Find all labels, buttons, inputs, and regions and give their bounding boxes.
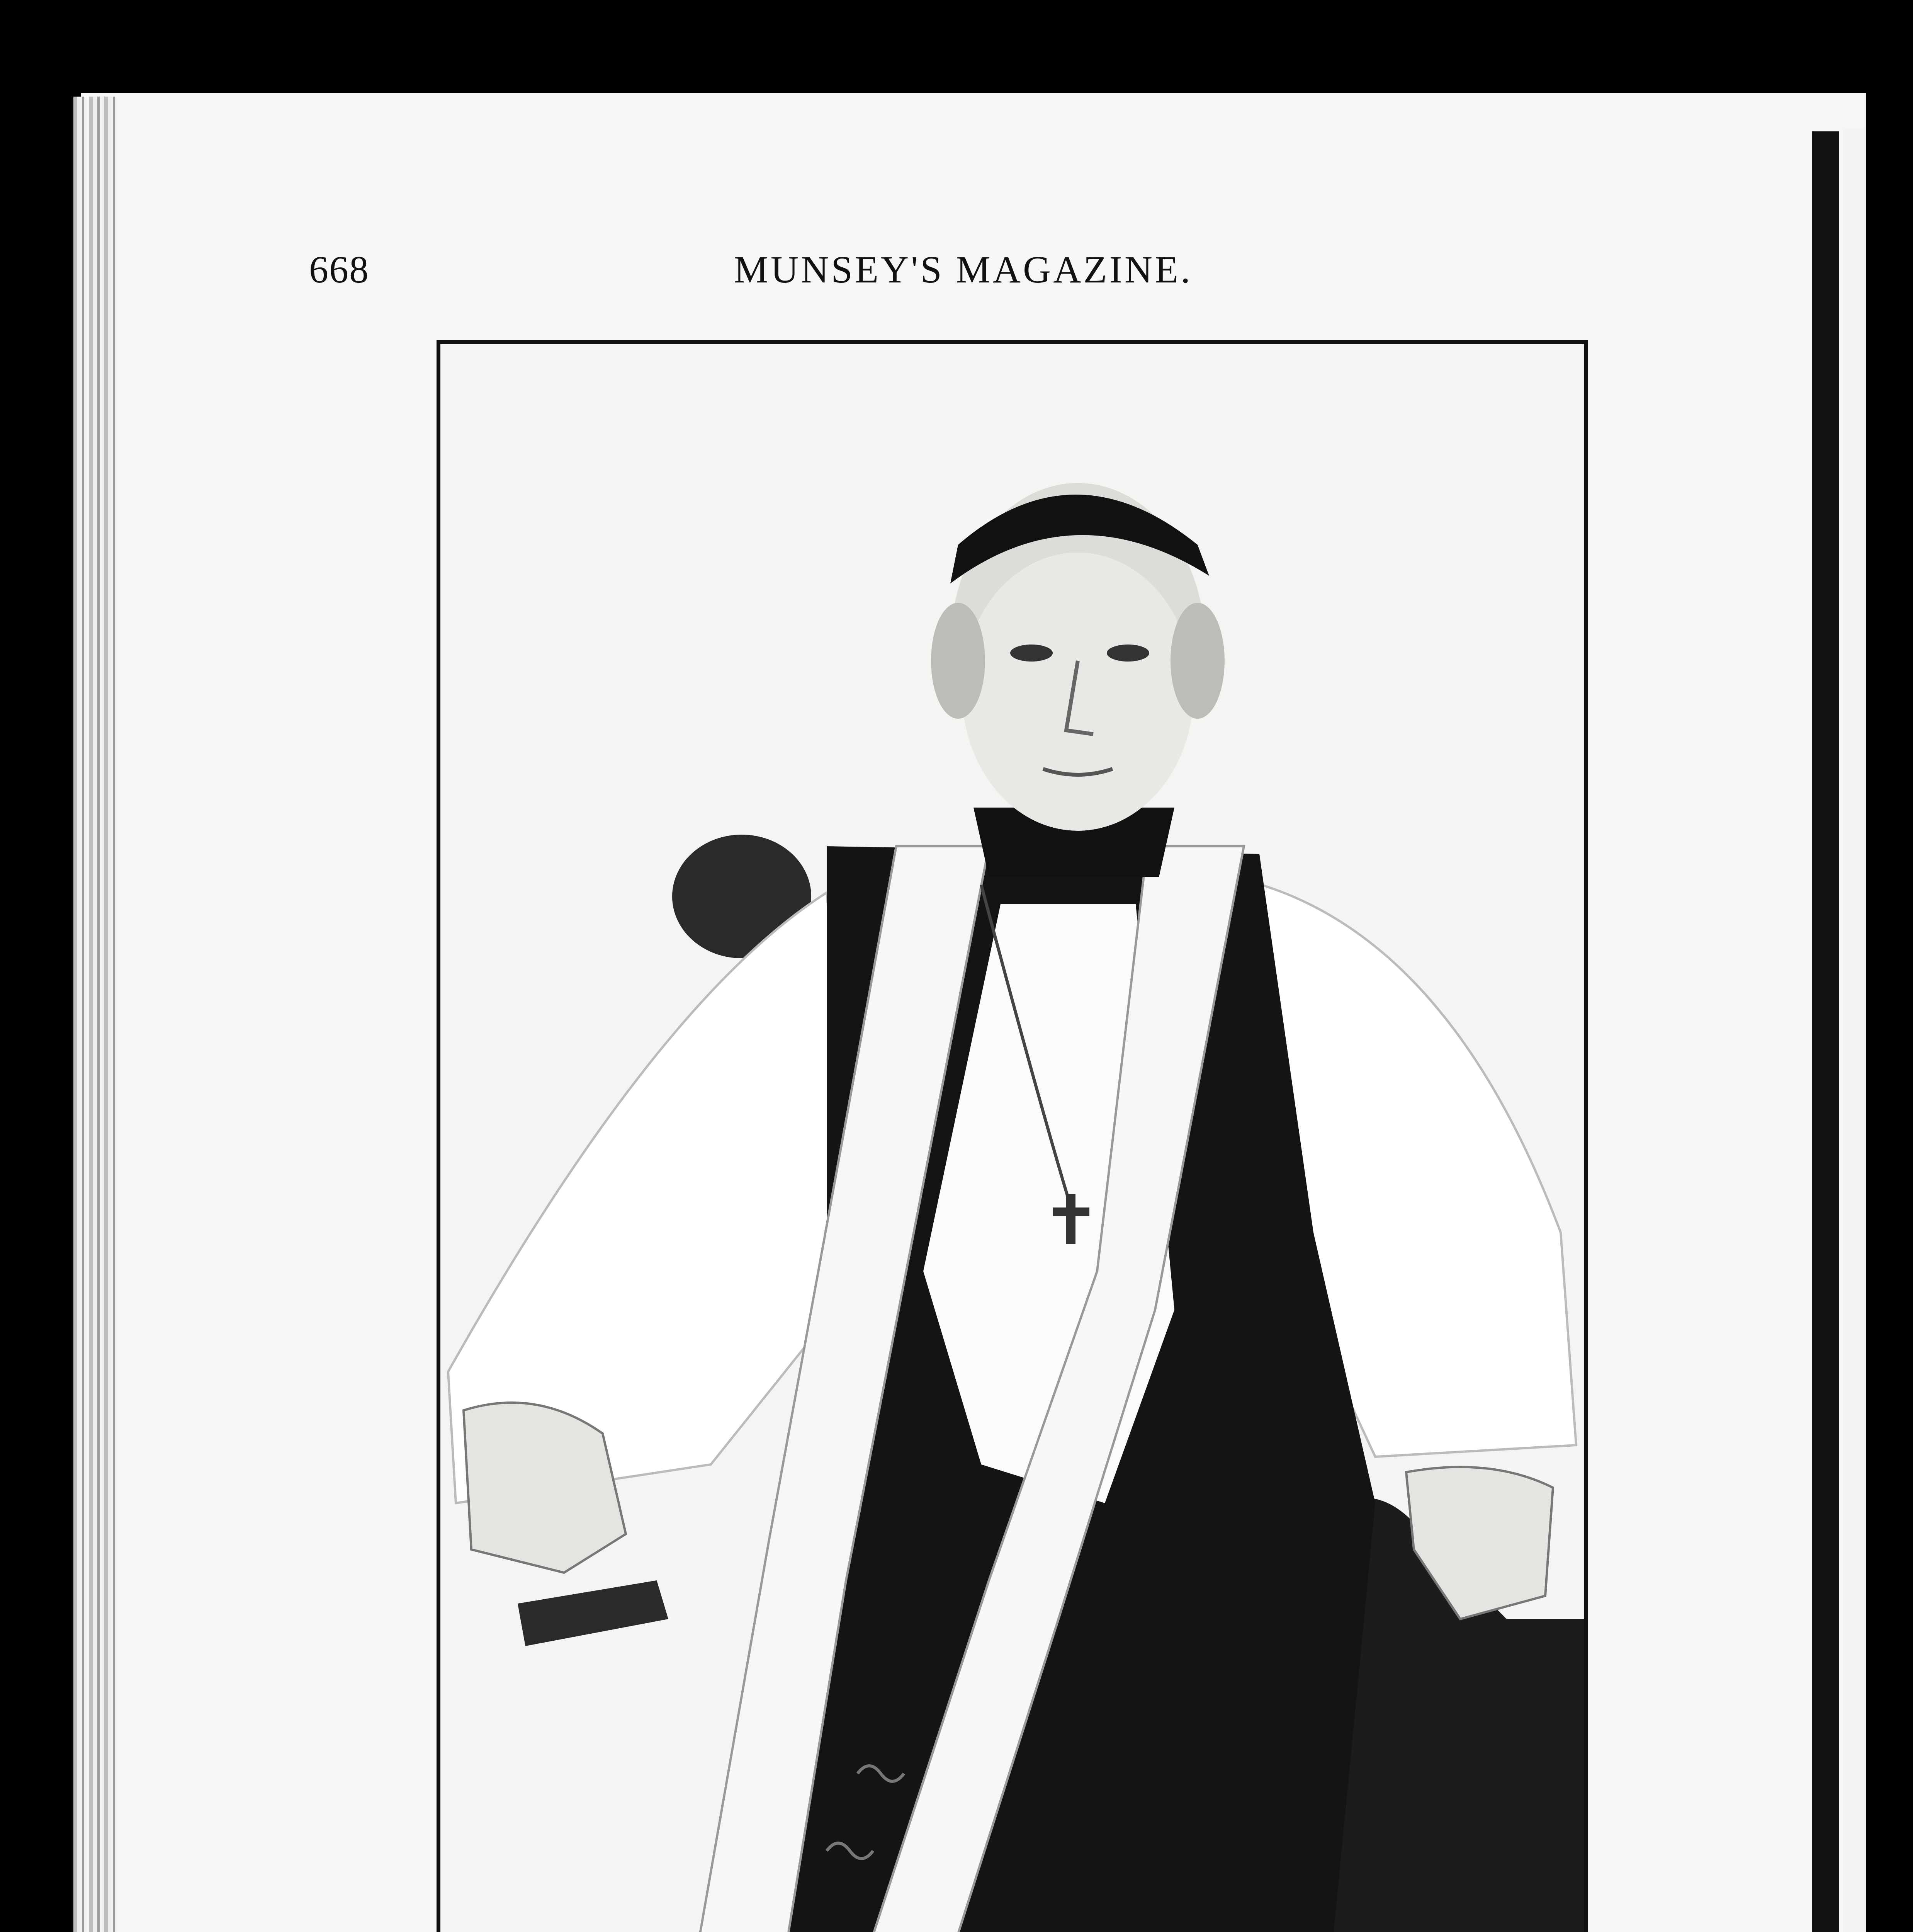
page-binding-edge — [73, 97, 116, 1932]
bishop-portrait-photograph — [437, 340, 1588, 1932]
facing-page-strip — [1843, 128, 1866, 1932]
running-head-title: MUNSEY'S MAGAZINE. — [734, 248, 1193, 291]
portrait-illustration — [440, 344, 1584, 1932]
facing-page-edge — [1812, 131, 1839, 1932]
page-number: 668 — [309, 248, 369, 291]
